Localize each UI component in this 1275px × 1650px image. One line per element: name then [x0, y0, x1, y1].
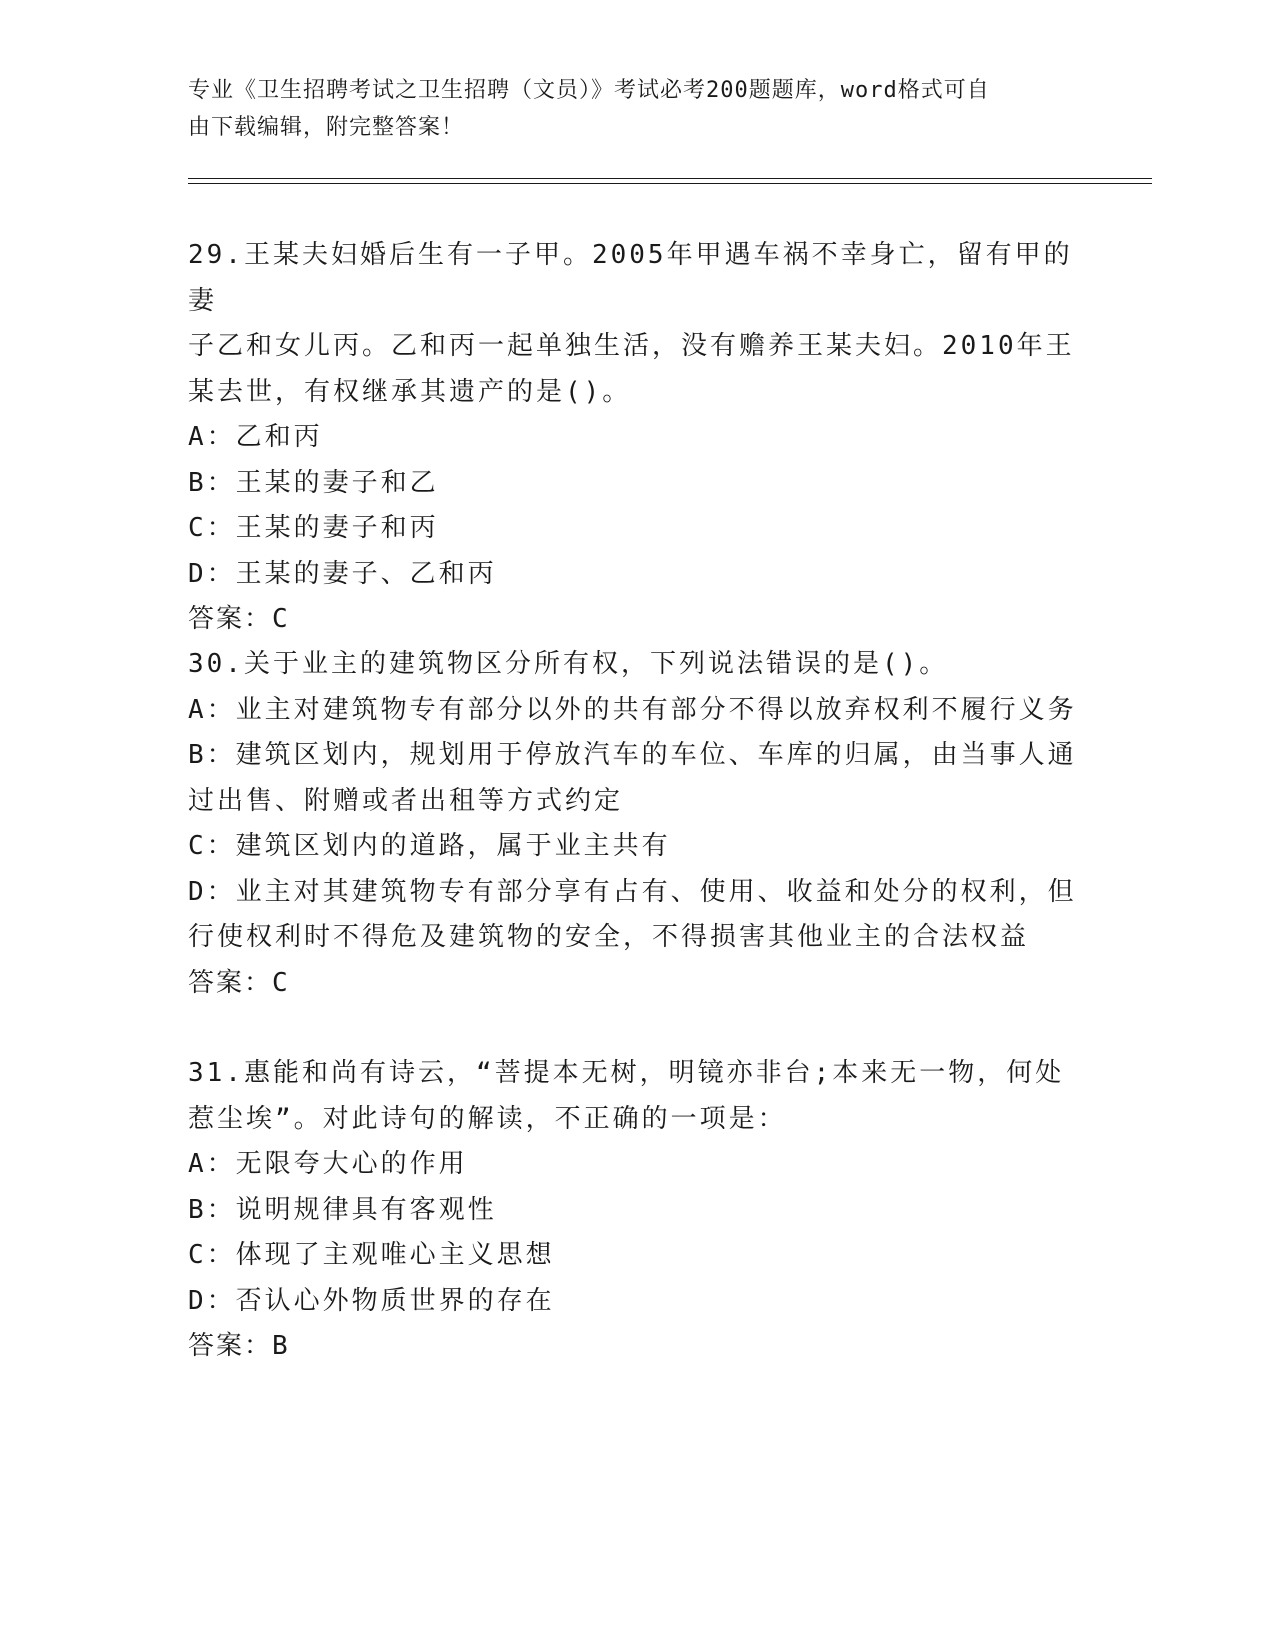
option-a: A：业主对建筑物专有部分以外的共有部分不得以放弃权利不履行义务 [188, 694, 1077, 725]
option-c: C：建筑区划内的道路，属于业主共有 [188, 831, 671, 861]
document-header [188, 72, 1068, 146]
option-d: D：王某的妻子、乙和丙 [188, 558, 497, 589]
option-b: B：建筑区划内，规划用于停放汽车的车位、车库的归属，由当事人通 [188, 740, 1077, 770]
option-b-continued: 过出售、附赠或者出租等方式约定 [188, 785, 624, 816]
question-29 [188, 233, 1088, 643]
question-stem-line: 31.惠能和尚有诗云，“菩提本无树，明镜亦非台;本来无一物，何处 [188, 1058, 1065, 1088]
option-d-continued: 行使权利时不得危及建筑物的安全，不得损害其他业主的合法权益 [188, 922, 1030, 952]
option-d: D：业主对其建筑物专有部分享有占有、使用、收益和处分的权利，但 [188, 876, 1077, 907]
question-stem-line: 某去世，有权继承其遗产的是()。 [188, 376, 632, 407]
question-stem-line: 惹尘埃”。对此诗句的解读，不正确的一项是： [188, 1103, 787, 1134]
option-b: B：王某的妻子和乙 [188, 467, 439, 498]
question-30 [188, 642, 1088, 1006]
option-a: A：乙和丙 [188, 422, 323, 452]
option-b: B：说明规律具有客观性 [188, 1194, 497, 1225]
question-stem-line: 30.关于业主的建筑物区分所有权，下列说法错误的是()。 [188, 649, 949, 679]
option-c: C：王某的妻子和丙 [188, 513, 439, 543]
option-c: C：体现了主观唯心主义思想 [188, 1240, 555, 1270]
question-stem-line: 29.王某夫妇婚后生有一子甲。2005年甲遇车祸不幸身亡，留有甲的妻 [188, 240, 1073, 316]
header-line: 专业《卫生招聘考试之卫生招聘（文员）》考试必考200题题库，word格式可自 [188, 78, 990, 103]
header-divider [188, 183, 1152, 184]
answer-line: 答案：B [188, 1331, 290, 1361]
option-d: D：否认心外物质世界的存在 [188, 1285, 555, 1316]
header-line: 由下载编辑，附完整答案！ [188, 115, 465, 140]
question-stem-line: 子乙和女儿丙。乙和丙一起单独生活，没有赡养王某夫妇。2010年王 [188, 331, 1075, 361]
answer-line: 答案：C [188, 967, 290, 998]
header-divider [188, 178, 1152, 179]
answer-line: 答案：C [188, 604, 290, 634]
question-31 [188, 1051, 1088, 1370]
option-a: A：无限夸大心的作用 [188, 1149, 468, 1179]
